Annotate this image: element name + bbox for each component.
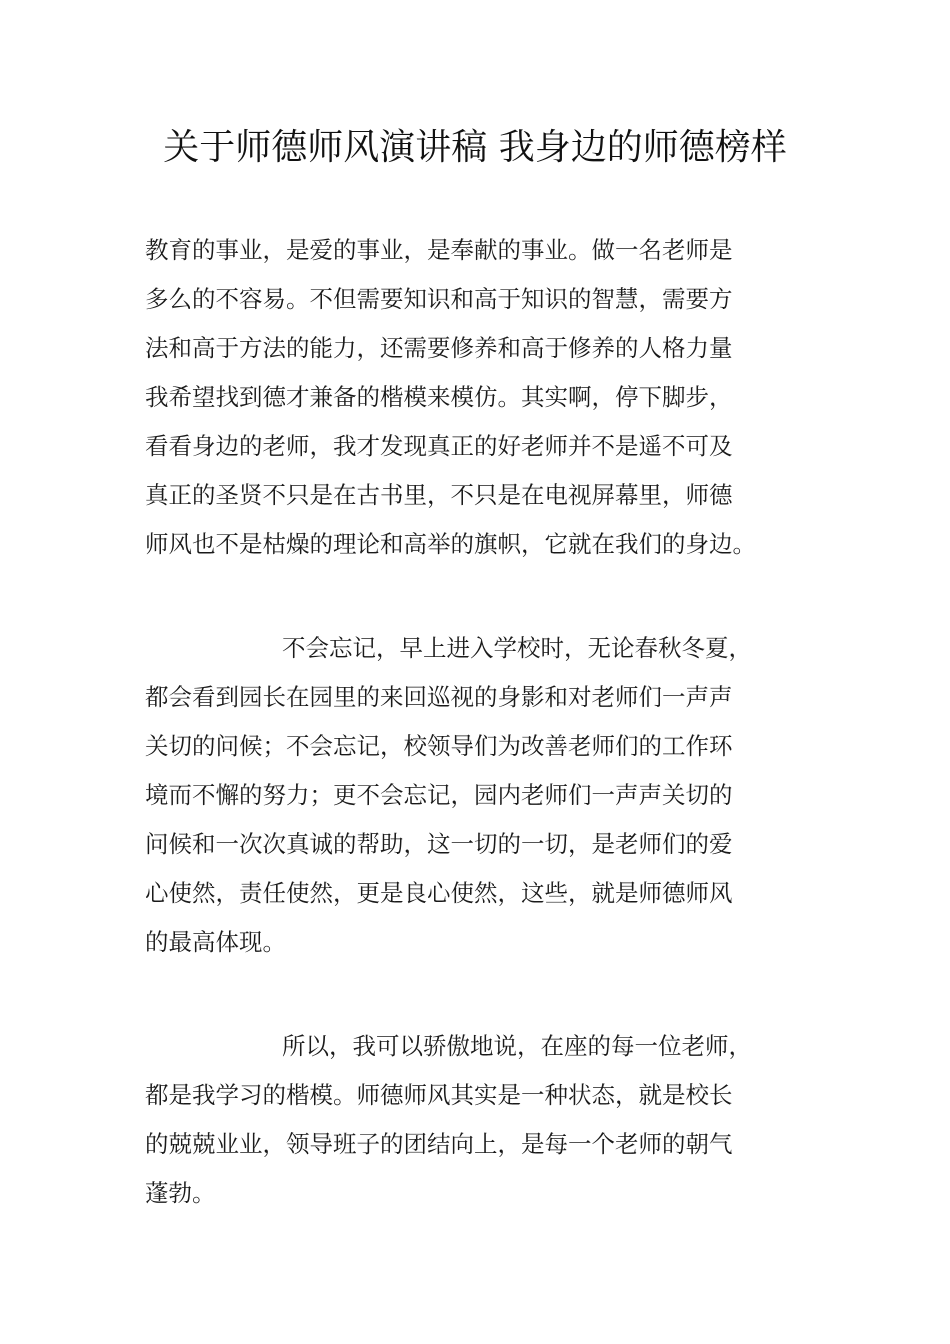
text-line: 都会看到园长在园里的来回巡视的身影和对老师们一声声 — [145, 683, 733, 711]
text-line: 我希望找到德才兼备的楷模来模仿。其实啊，停下脚步， — [145, 383, 733, 411]
document-title: 关于师德师风演讲稿 我身边的师德榜样 — [163, 127, 787, 168]
text-line: 法和高于方法的能力，还需要修养和高于修养的人格力量 — [145, 334, 733, 362]
text-line: 教育的事业，是爱的事业，是奉献的事业。做一名老师是 — [145, 236, 733, 264]
paragraph-2 — [145, 624, 808, 967]
text-line: 心使然，责任使然，更是良心使然，这些，就是师德师风 — [145, 879, 733, 907]
paragraph-3 — [145, 1022, 808, 1218]
text-line: 不会忘记，早上进入学校时，无论春秋冬夏， — [282, 634, 752, 662]
text-line: 多么的不容易。不但需要知识和高于知识的智慧，需要方 — [145, 285, 733, 313]
text-line: 关切的问候；不会忘记，校领导们为改善老师们的工作环 — [145, 732, 733, 760]
text-line: 看看身边的老师，我才发现真正的好老师并不是遥不可及 — [145, 432, 733, 460]
paragraph-1 — [145, 226, 808, 569]
text-line: 都是我学习的楷模。师德师风其实是一种状态，就是校长 — [145, 1081, 733, 1109]
text-line: 问候和一次次真诚的帮助，这一切的一切，是老师们的爱 — [145, 830, 733, 858]
text-line: 师风也不是枯燥的理论和高举的旗帜，它就在我们的身边。 — [145, 530, 756, 558]
text-line: 所以，我可以骄傲地说，在座的每一位老师， — [282, 1032, 752, 1060]
text-line: 的最高体现。 — [145, 928, 286, 956]
text-line: 真正的圣贤不只是在古书里，不只是在电视屏幕里，师德 — [145, 481, 733, 509]
text-line: 蓬勃。 — [145, 1179, 216, 1207]
text-line: 的兢兢业业，领导班子的团结向上，是每一个老师的朝气 — [145, 1130, 733, 1158]
text-line: 境而不懈的努力；更不会忘记，园内老师们一声声关切的 — [145, 781, 733, 809]
